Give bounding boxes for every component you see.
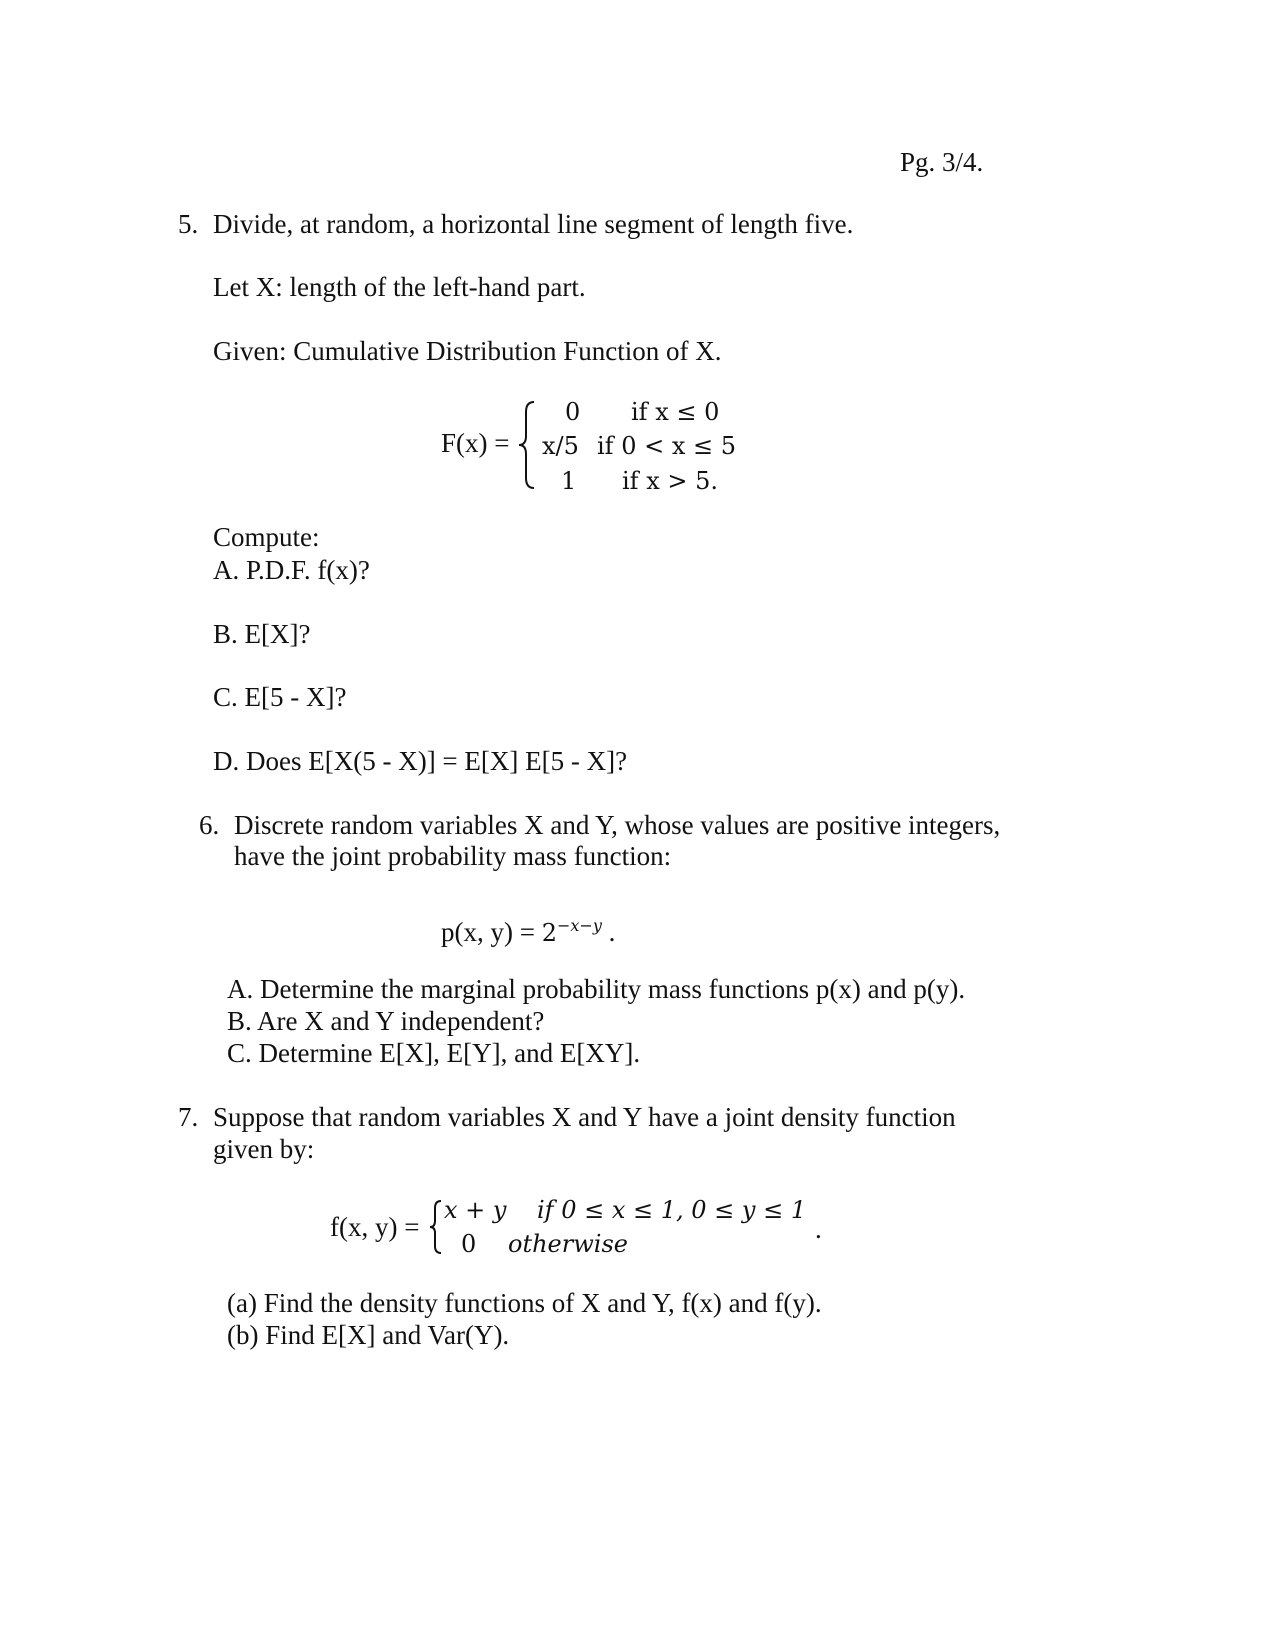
q5-number: 5. (178, 209, 199, 239)
density-lhs: f(x, y) = (330, 1212, 420, 1242)
page-number: Pg. 3/4. (900, 147, 984, 177)
q7-part-b: (b) Find E[X] and Var(Y). (227, 1320, 510, 1350)
q5-let: Let X: length of the left-hand part. (213, 272, 586, 302)
left-brace-icon (516, 398, 538, 492)
q6-part-a: A. Determine the marginal probability mass functions p(x) and p(y). (227, 974, 966, 1004)
cdf-case3-value: 1 (561, 467, 577, 495)
cdf-case2-value: x/5 (542, 432, 579, 460)
q5-part-c: C. E[5 - X]? (213, 682, 347, 712)
density-case1-value: x + y (444, 1196, 507, 1224)
cdf-case1-value: 0 (565, 398, 581, 426)
q7-line2: given by: (213, 1134, 315, 1164)
cdf-case3-condition: if x > 5. (622, 467, 718, 495)
cdf-lhs: F(x) = (441, 428, 510, 458)
q7-line1: Suppose that random variables X and Y have a joint density function (213, 1102, 956, 1132)
q7-part-a: (a) Find the density functions of X and Y, f(x) and f(y). (227, 1288, 822, 1318)
q5-part-b: B. E[X]? (213, 619, 311, 649)
q5-part-a: A. P.D.F. f(x)? (213, 555, 370, 585)
cdf-case1-condition: if x ≤ 0 (631, 398, 720, 426)
pmf-lhs: p(x, y) = (441, 917, 542, 947)
density-tail: . (815, 1214, 822, 1244)
q6-part-b: B. Are X and Y independent? (227, 1006, 545, 1036)
pmf-equation (441, 910, 615, 949)
q5-compute: Compute: (213, 522, 320, 552)
pmf-exponent: −x−y (557, 916, 602, 935)
pmf-tail: . (601, 917, 616, 947)
density-case1-condition: if 0 ≤ x ≤ 1, 0 ≤ y ≤ 1 (537, 1196, 807, 1224)
q5-part-d: D. Does E[X(5 - X)] = E[X] E[5 - X]? (213, 746, 628, 776)
pmf-base: 2 (541, 919, 557, 947)
q6-number: 6. (199, 810, 220, 840)
q5-intro: Divide, at random, a horizontal line segment of length five. (213, 209, 854, 239)
q6-line1: Discrete random variables X and Y, whose values are positive integers, (234, 810, 1001, 840)
density-case2-condition: otherwise (508, 1230, 628, 1258)
left-brace-icon (428, 1198, 444, 1256)
q6-part-c: C. Determine E[X], E[Y], and E[XY]. (227, 1038, 641, 1068)
q7-number: 7. (178, 1102, 199, 1132)
density-case2-value: 0 (461, 1230, 477, 1258)
q6-line2: have the joint probability mass function: (234, 841, 672, 871)
cdf-case2-condition: if 0 < x ≤ 5 (597, 432, 736, 460)
q5-given: Given: Cumulative Distribution Function of X. (213, 336, 722, 366)
